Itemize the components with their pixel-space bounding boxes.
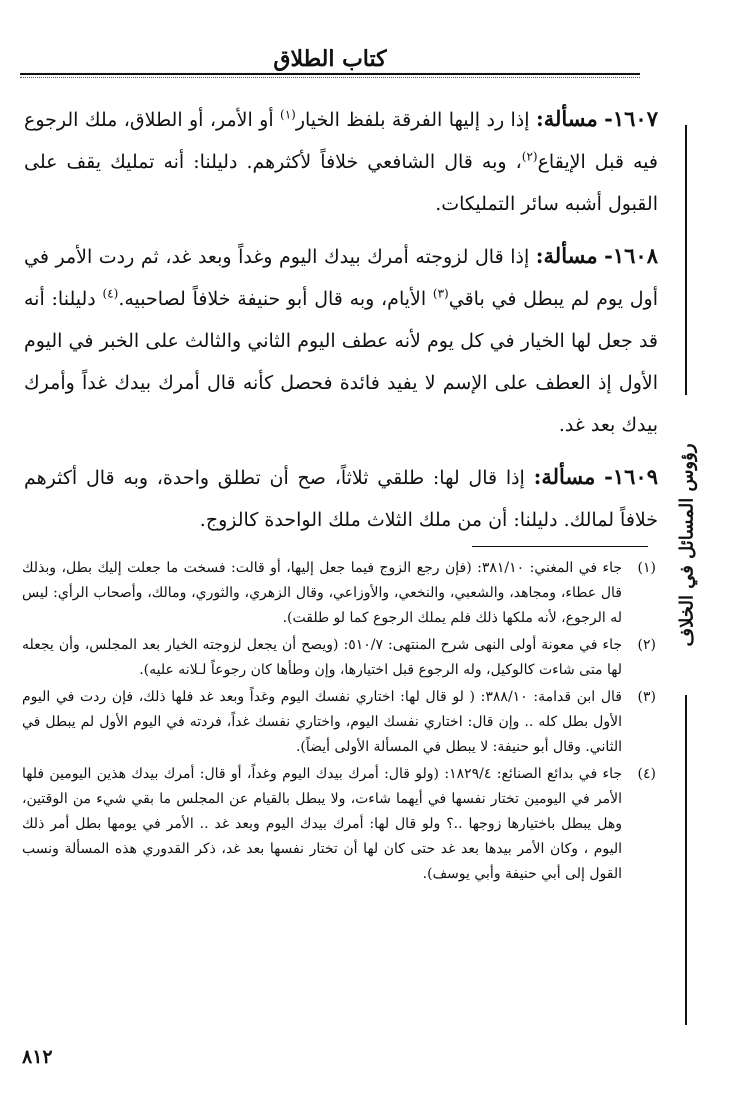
footnote-number: (٢) (637, 637, 656, 653)
footnote-ref: (٤) (102, 286, 119, 301)
masala-1609 (24, 456, 658, 541)
footnote-number: (٣) (637, 689, 656, 705)
side-rule-top (685, 125, 687, 395)
masala-text: ، وبه قال الشافعي خلافاً لأكثرهم. دليلنا: أنه تمليك يقف على القبول أشبه سائر التمليكات. (24, 151, 658, 215)
footnote-ref: (٢) (521, 149, 538, 164)
masala-number: ١٦٠٩- (604, 464, 658, 489)
masala-number: ١٦٠٧- (604, 106, 658, 131)
masala-text: أو الأمر، أو الطلاق، ملك الرجوع فيه قبل الإيقاع (24, 109, 658, 173)
masala-text: إذا رد إليها الفرقة بلفظ الخيار (295, 109, 536, 131)
masala-text: دليلنا: أنه قد جعل لها الخيار في كل يوم لأنه عطف اليوم الثاني والثالث على الخبر في اليوم الأول إذ العطف على الإسم لا يفيد فائدة فحصل كأنه قال أمرك بيدك غداً وأمرك بيدك بعد غد. (24, 288, 658, 436)
masala-text: الأيام، وبه قال أبو حنيفة خلافاً لصاحبيه. (118, 288, 433, 310)
footnote-3 (22, 685, 656, 760)
footnote-text: قال ابن قدامة: ٣٨٨/١٠: ( لو قال لها: اختاري نفسك اليوم وغداً وبعد غد فلها ذلك، فإن ردت في اليوم الأول بطل كله .. وإن قال: اختاري نفسك اليوم، واختاري نفسك غداً، فردته في اليوم الأول لم يبطل في الثاني. وقال أبو حنيفة: لا يبطل في المسألة الأولى أيضاً). (22, 689, 622, 755)
footnote-ref: (٣) (432, 286, 449, 301)
side-title-text: رؤوس المسائل في الخلاف (676, 443, 698, 647)
footnote-text: جاء في بدائع الصنائع: ١٨٢٩/٤: (ولو قال: أمرك بيدك اليوم وغداً، أو قال: أمرك بيدك هذين اليومين فلها الأمر في اليومين تختار نفسها في أيهما شاءت، ولا يبطل بالقيام عن المجلس ما بقي شيء من الوقتين، وهل يبطل باختيارها زوجها ..؟ ولو قال لها: أمرك بيدك اليوم وبعد غد .. الأمر في يومها بطل أمر ذلك اليوم ، وكان الأمر بيدها بعد غد حتى كان لها أن تختار نفسها بعد غد، ذكر القدوري هذه المسألة ونسب القول إلى أبي حنيفة وأبي يوسف). (22, 766, 622, 882)
page-header-title: كتاب الطلاق (273, 46, 387, 72)
page-number: ٨١٢ (22, 1046, 53, 1068)
footnote-number: (٤) (637, 766, 656, 782)
footnote-text: جاء في المغني: ٣٨١/١٠: (فإن رجع الزوج فيما جعل إليها، أو قالت: فسخت ما جعلت إليك بطل، وبذلك قال عطاء، ومجاهد، والشعبي، والنخعي، والأوزاعي، وقال الزهري، والثوري، ومالك، وأصحاب الرأي: ليس له الرجوع، لأنه ملكها ذلك فلم يملك الرجوع كما لو طلقت). (22, 560, 623, 626)
masala-1608 (24, 235, 658, 446)
main-text (24, 98, 658, 541)
side-rule-bottom (685, 695, 687, 1025)
footnote-ref: (١) (280, 107, 296, 122)
footnotes (22, 556, 656, 889)
masala-label: مسألة: (533, 464, 596, 489)
footnote-1 (22, 556, 656, 631)
footnote-2 (22, 633, 656, 683)
header-rule (20, 73, 640, 78)
footnote-text: جاء في معونة أولى النهى شرح المنتهى: ٥١٠/٧: (ويصح أن يجعل لزوجته الخيار بعد المجلس، وأن يجعله لها متى شاءت كالوكيل، وله الرجوع قبل اختيارها، وإن وطأها كان رجوعاً لـلانه عليه). (22, 637, 622, 678)
masala-1607 (24, 98, 658, 225)
masala-label: مسألة: (535, 106, 598, 131)
masala-text: إذا قال لزوجته أمرك بيدك اليوم وغداً وبعد غد، ثم ردت الأمر في أول يوم لم يبطل في باقي (24, 246, 659, 310)
masala-number: ١٦٠٨- (604, 243, 658, 268)
masala-label: مسألة: (535, 243, 598, 268)
footnote-separator (472, 546, 648, 547)
masala-text: إذا قال لها: طلقي ثلاثاً، صح أن تطلق واحدة، وبه قال أكثرهم خلافاً لمالك. دليلنا: أن من ملك الثلاث ملك الواحدة كالزوج. (24, 467, 658, 531)
footnote-number: (١) (637, 560, 656, 576)
footnote-4 (22, 762, 656, 887)
side-running-title (666, 395, 708, 695)
